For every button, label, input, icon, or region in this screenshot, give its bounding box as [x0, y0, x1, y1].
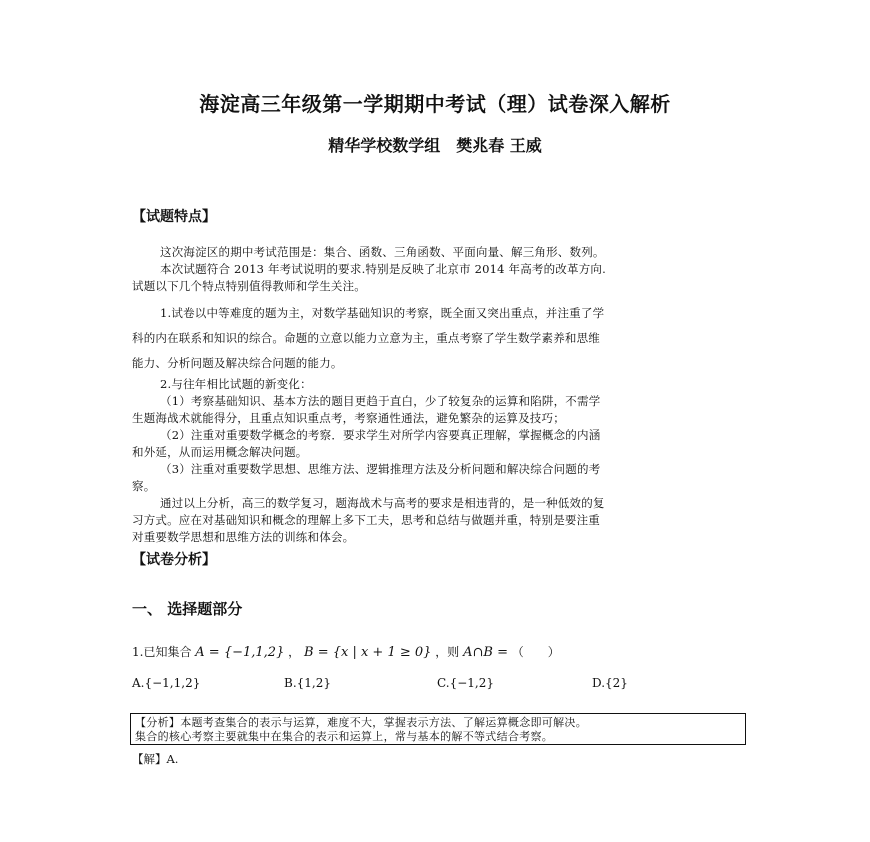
paragraph: 对重要数学思想和思维方法的训练和体会。: [132, 530, 355, 544]
question-tail: ，则: [435, 645, 460, 659]
section-heading-analysis: 【试卷分析】: [132, 552, 216, 568]
paragraph: （2）注重对重要数学概念的考察．要求学生对所学内容要真正理解，掌握概念的内涵: [160, 428, 601, 442]
question-prefix: 1.已知集合: [132, 645, 192, 659]
solution-answer: 【解】A.: [132, 752, 179, 766]
option-a: A.{−1,1,2}: [132, 676, 201, 690]
set-b: B = {x | x + 1 ≥ 0}: [304, 645, 432, 660]
question-1: [132, 643, 560, 660]
paragraph: 能力、分析问题及解决综合问题的能力。: [132, 356, 343, 370]
section-heading-features: 【试题特点】: [132, 209, 216, 225]
question-separator: ，: [288, 645, 301, 659]
paragraph: 通过以上分析，高三的数学复习，题海战术与高考的要求是相违背的，是一种低效的复: [160, 496, 605, 510]
analysis-line: 集合的核心考察主要就集中在集合的表示和运算上，常与基本的解不等式结合考察。: [135, 730, 554, 743]
paragraph: 本次试题符合 2013 年考试说明的要求.特别是反映了北京市 2014 年高考的改革方向.: [160, 262, 606, 276]
paragraph: 1.试卷以中等难度的题为主，对数学基础知识的考察，既全面又突出重点，并注重了学: [160, 306, 605, 320]
page-subtitle: 精华学校数学组 樊兆春 王威: [328, 136, 542, 155]
answer-blank: （ ）: [511, 645, 560, 659]
option-c: C.{−1,2}: [437, 676, 494, 690]
paragraph: 和外延，从而运用概念解决问题。: [132, 445, 308, 459]
analysis-line: 【分析】本题考查集合的表示与运算，难度不大，掌握表示方法、了解运算概念即可解决。: [135, 716, 587, 729]
paragraph: 察。: [132, 479, 156, 493]
paragraph: 习方式。应在对基础知识和概念的理解上多下工夫，思考和总结与做题并重，特别是要注重: [132, 513, 600, 527]
paragraph: （1）考察基础知识、基本方法的题目更趋于直白，少了较复杂的运算和陷阱，不需学: [160, 394, 601, 408]
paragraph: （3）注重对重要数学思想、思维方法、逻辑推理方法及分析问题和解决综合问题的考: [160, 462, 601, 476]
option-b: B.{1,2}: [284, 676, 331, 690]
intersection-expression: A∩B =: [463, 645, 508, 660]
paragraph: 生题海战术就能得分，且重点知识重点考，考察通性通法，避免繁杂的运算及技巧；: [132, 411, 565, 425]
paragraph: 试题以下几个特点特别值得教师和学生关注。: [132, 279, 366, 293]
paragraph: 科的内在联系和知识的综合。命题的立意以能力立意为主，重点考察了学生数学素养和思维: [132, 331, 600, 345]
analysis-box: [130, 713, 746, 745]
subheading-multiple-choice: 一、 选择题部分: [132, 600, 243, 618]
paragraph: 这次海淀区的期中考试范围是：集合、函数、三角函数、平面向量、解三角形、数列。: [160, 245, 605, 259]
set-a: A = {−1,1,2}: [195, 645, 285, 660]
features-body: [132, 244, 742, 546]
paragraph: 2.与往年相比试题的新变化：: [160, 377, 312, 391]
option-d: D.{2}: [592, 676, 628, 690]
page-title: 海淀高三年级第一学期期中考试（理）试卷深入解析: [199, 92, 671, 116]
